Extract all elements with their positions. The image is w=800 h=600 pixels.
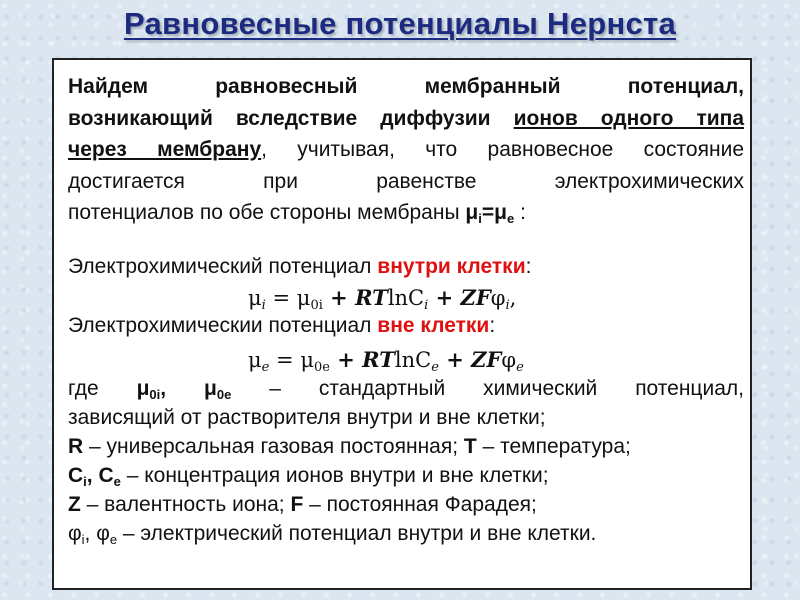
def-line-4: $C_i$, $C_e$ – концентрация ионов внутри и вне клетки; [68,463,549,489]
intro-line-4: достигается при равенстве электрохимических [68,169,745,193]
slide-title: Равновесные потенциалы Нернста [123,6,677,41]
spacer [68,229,744,251]
outside-highlight: вне клетки [377,314,490,337]
def-line-5: Z – валентность иона; F – постоянная Фарадея; [68,492,537,516]
definitions [68,374,744,548]
def-line-1: где $\mu_{0i}$, $\mu_{0e}$ – стандартный химический потенциал, [68,376,744,402]
formula-inside: $\mu_i = \mu_{0i} + RTlnC_i + ZF\varphi_i$, [248,285,517,313]
inside-label: Электрохимический потенциал внутри клетки: [68,254,532,278]
through-membrane-underlined: через мембрану [68,138,262,161]
outside-label: Электрохимическии потенциал вне клетки: [68,314,496,337]
intro-line-5: потенциалов по обе стороны мембраны $\mu_i=\mu_e$ : [68,201,526,226]
def-line-6: $\varphi_i$, $\varphi_e$ – электрический потенциал внутри и вне клетки. [68,521,597,547]
content-card [52,58,752,590]
def-line-2: зависящий от растворителя внутри и вне клетки; [68,405,546,429]
formula-outside: $\mu_e = \mu_{0e} + RTlnC_e + ZF\varphi_e$ [248,346,524,375]
inside-highlight: внутри клетки [377,254,526,278]
intro-line-3: через мембрану, учитывая, что равновесное состояние [68,138,744,161]
intro-line-2: возникающий вследствие диффузии ионов одного типа [68,106,745,130]
content-body [68,71,744,548]
intro-line-1: Найдем равновесный мембранный потенциал, [68,75,745,98]
def-line-3: R – универсальная газовая постоянная; T – температура; [68,434,631,458]
ion-type-underlined: ионов одного типа [513,106,745,130]
equilibrium-condition: $\mu_i=\mu_e$ [465,201,515,226]
